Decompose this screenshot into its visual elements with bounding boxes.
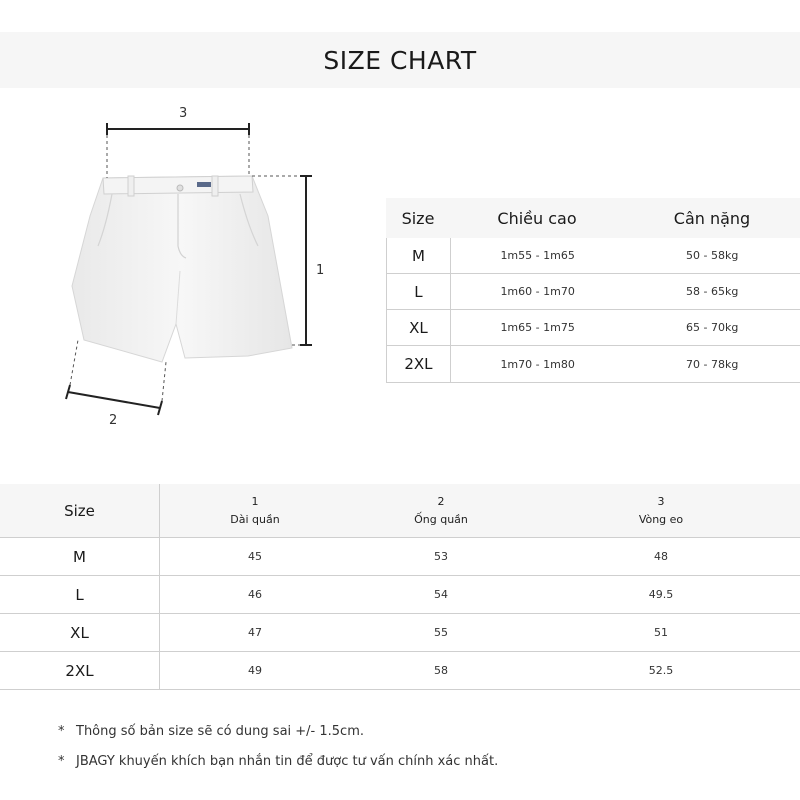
- measure-header-leg: [350, 493, 532, 529]
- height-cell: 1m60 - 1m70: [500, 285, 575, 298]
- fit-header-size: Size: [401, 208, 435, 228]
- length-dimension-label: 1: [316, 263, 325, 278]
- size-cell: 2XL: [387, 346, 451, 382]
- list-item: [58, 724, 758, 754]
- value-cell: 48: [654, 550, 668, 563]
- waist-dimension-label: 3: [179, 106, 188, 121]
- weight-cell: 65 - 70kg: [686, 321, 739, 334]
- size-cell: XL: [0, 614, 160, 651]
- shorts-shape: [72, 176, 292, 362]
- value-cell: 55: [434, 626, 448, 639]
- title-bar: [0, 32, 800, 88]
- table-row: [387, 346, 800, 382]
- note-bullet: *: [58, 754, 65, 769]
- value-cell: 52.5: [648, 664, 674, 677]
- size-cell: M: [0, 538, 160, 575]
- size-cell: XL: [387, 310, 451, 345]
- table-row: [0, 614, 800, 652]
- table-row: [0, 652, 800, 690]
- notes: [58, 724, 758, 784]
- fit-table-header: [386, 198, 800, 238]
- fit-table: [386, 198, 800, 383]
- column-name: Ống quần: [414, 512, 468, 526]
- value-cell: 49: [248, 664, 262, 677]
- value-cell: 45: [248, 550, 262, 563]
- value-cell: 51: [654, 626, 668, 639]
- measurement-table-body: [0, 537, 800, 690]
- table-row: [387, 238, 800, 274]
- column-name: Vòng eo: [638, 512, 684, 526]
- table-row: [387, 310, 800, 346]
- shorts-diagram: [0, 96, 360, 446]
- measurement-table-header: [0, 484, 800, 537]
- size-cell: M: [387, 238, 451, 273]
- measurement-table: [0, 484, 800, 690]
- column-name: Dài quần: [230, 512, 280, 526]
- value-cell: 49.5: [648, 588, 674, 601]
- fit-header-weight: Cân nặng: [673, 208, 751, 228]
- table-row: [0, 538, 800, 576]
- weight-cell: 58 - 65kg: [686, 285, 739, 298]
- leg-dimension-label: 2: [109, 413, 118, 428]
- measure-header-length: [160, 493, 350, 529]
- table-row: [0, 576, 800, 614]
- height-cell: 1m70 - 1m80: [500, 357, 575, 371]
- column-number: 1: [251, 494, 259, 508]
- note-text: Thông số bản size sẽ có dung sai +/- 1.5cm.: [76, 724, 364, 739]
- column-number: 3: [657, 494, 665, 508]
- weight-cell: 70 - 78kg: [686, 357, 739, 371]
- note-text: JBAGY khuyến khích bạn nhắn tin để được tư vấn chính xác nhất.: [76, 754, 499, 769]
- table-row: [387, 274, 800, 310]
- fit-table-body: [386, 238, 800, 383]
- measure-header-waist: [532, 493, 790, 529]
- shorts-illustration: [0, 96, 360, 446]
- size-cell: L: [387, 274, 451, 309]
- fit-header-height: Chiều cao: [497, 208, 577, 228]
- value-cell: 54: [434, 588, 448, 601]
- size-cell: 2XL: [0, 652, 160, 689]
- value-cell: 47: [248, 626, 262, 639]
- column-number: 2: [437, 494, 445, 508]
- value-cell: 53: [434, 550, 448, 563]
- size-cell: L: [0, 576, 160, 613]
- note-bullet: *: [58, 724, 65, 739]
- page-title: SIZE CHART: [323, 45, 477, 75]
- list-item: [58, 754, 758, 784]
- measure-header-size: Size: [0, 484, 160, 537]
- height-cell: 1m65 - 1m75: [500, 321, 575, 334]
- value-cell: 46: [248, 588, 262, 601]
- value-cell: 58: [434, 664, 448, 677]
- height-cell: 1m55 - 1m65: [500, 249, 575, 262]
- weight-cell: 50 - 58kg: [686, 249, 739, 262]
